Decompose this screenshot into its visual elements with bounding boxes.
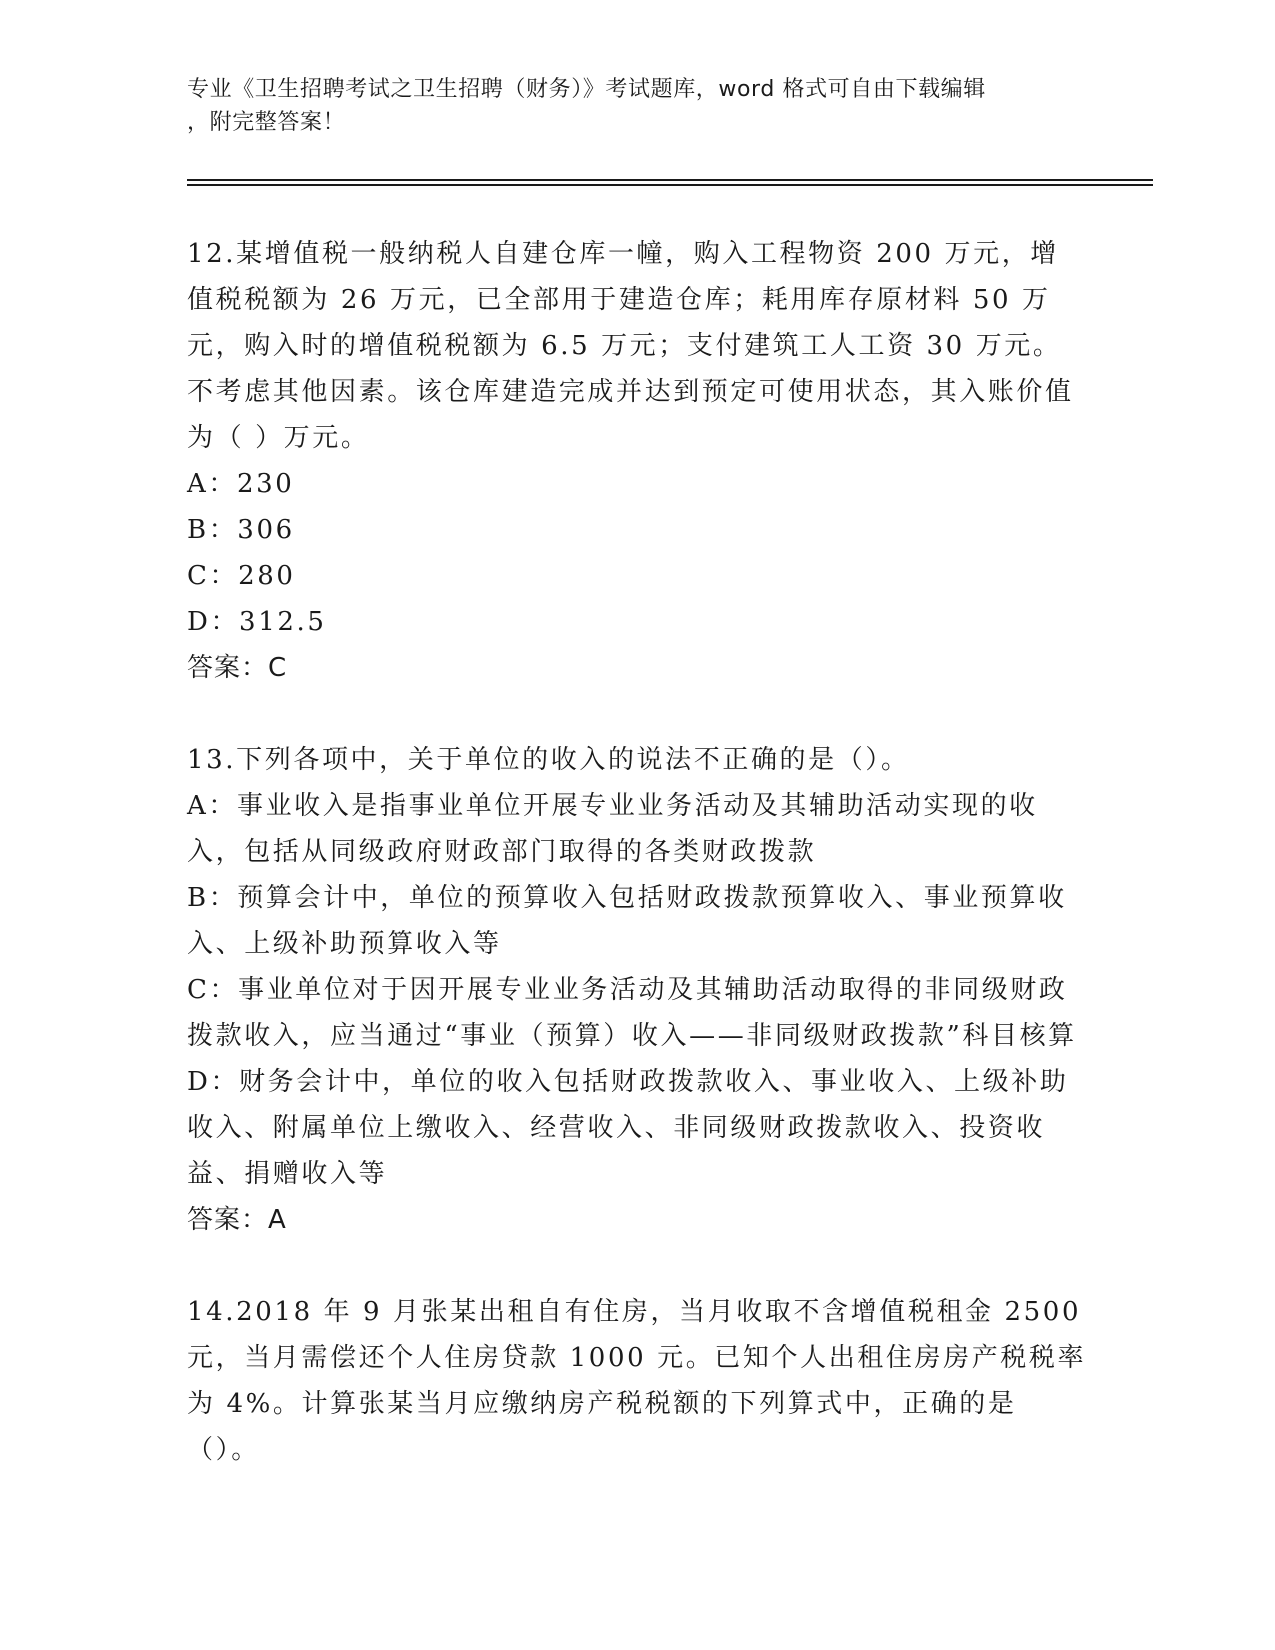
question-stem: 12.某增值税一般纳税人自建仓库一幢，购入工程物资 200 万元，增值税税额为 26 万元，已全部用于建造仓库；耗用库存原材料 50 万元，购入时的增值税税额为 6.5 万元；支付建筑工人工资 30 万元。不考虑其他因素。该仓库建造完成并达到预定可使用状态，其入账价值为（ ）万元。 <box>187 239 1074 453</box>
header-divider-bottom <box>187 184 1153 186</box>
header-line-2: ，附完整答案！ <box>187 110 346 135</box>
header-line-1: 专业《卫生招聘考试之卫生招聘（财务）》考试题库，word 格式可自由下载编辑 <box>187 77 986 102</box>
question-13 <box>187 737 1087 1243</box>
option-b: B：306 <box>187 515 295 545</box>
header-divider-top <box>187 179 1153 181</box>
question-list <box>187 231 1087 1519</box>
option-d: D：312.5 <box>187 607 327 637</box>
document-header <box>187 73 1067 139</box>
answer-label: 答案：C <box>187 653 288 683</box>
option-a: A：230 <box>187 469 295 499</box>
question-14 <box>187 1289 1087 1473</box>
option-c: C：事业单位对于因开展专业业务活动及其辅助活动取得的非同级财政拨款收入，应当通过“事业（预算）收入——非同级财政拨款”科目核算 <box>187 975 1077 1051</box>
option-a: A：事业收入是指事业单位开展专业业务活动及其辅助活动实现的收入，包括从同级政府财政部门取得的各类财政拨款 <box>187 791 1038 867</box>
option-c: C：280 <box>187 561 296 591</box>
option-d: D：财务会计中，单位的收入包括财政拨款收入、事业收入、上级补助收入、附属单位上缴收入、经营收入、非同级财政拨款收入、投资收益、捐赠收入等 <box>187 1067 1069 1189</box>
question-12 <box>187 231 1087 691</box>
question-stem: 13.下列各项中，关于单位的收入的说法不正确的是（）。 <box>187 745 910 775</box>
answer-label: 答案：A <box>187 1205 287 1235</box>
option-b: B：预算会计中，单位的预算收入包括财政拨款预算收入、事业预算收入、上级补助预算收入等 <box>187 883 1067 959</box>
question-stem: 14.2018 年 9 月张某出租自有住房，当月收取不含增值税租金 2500 元，当月需偿还个人住房贷款 1000 元。已知个人出租住房房产税税率为 4%。计算张某当月应缴纳房产税税额的下列算式中，正确的是（）。 <box>187 1297 1087 1465</box>
